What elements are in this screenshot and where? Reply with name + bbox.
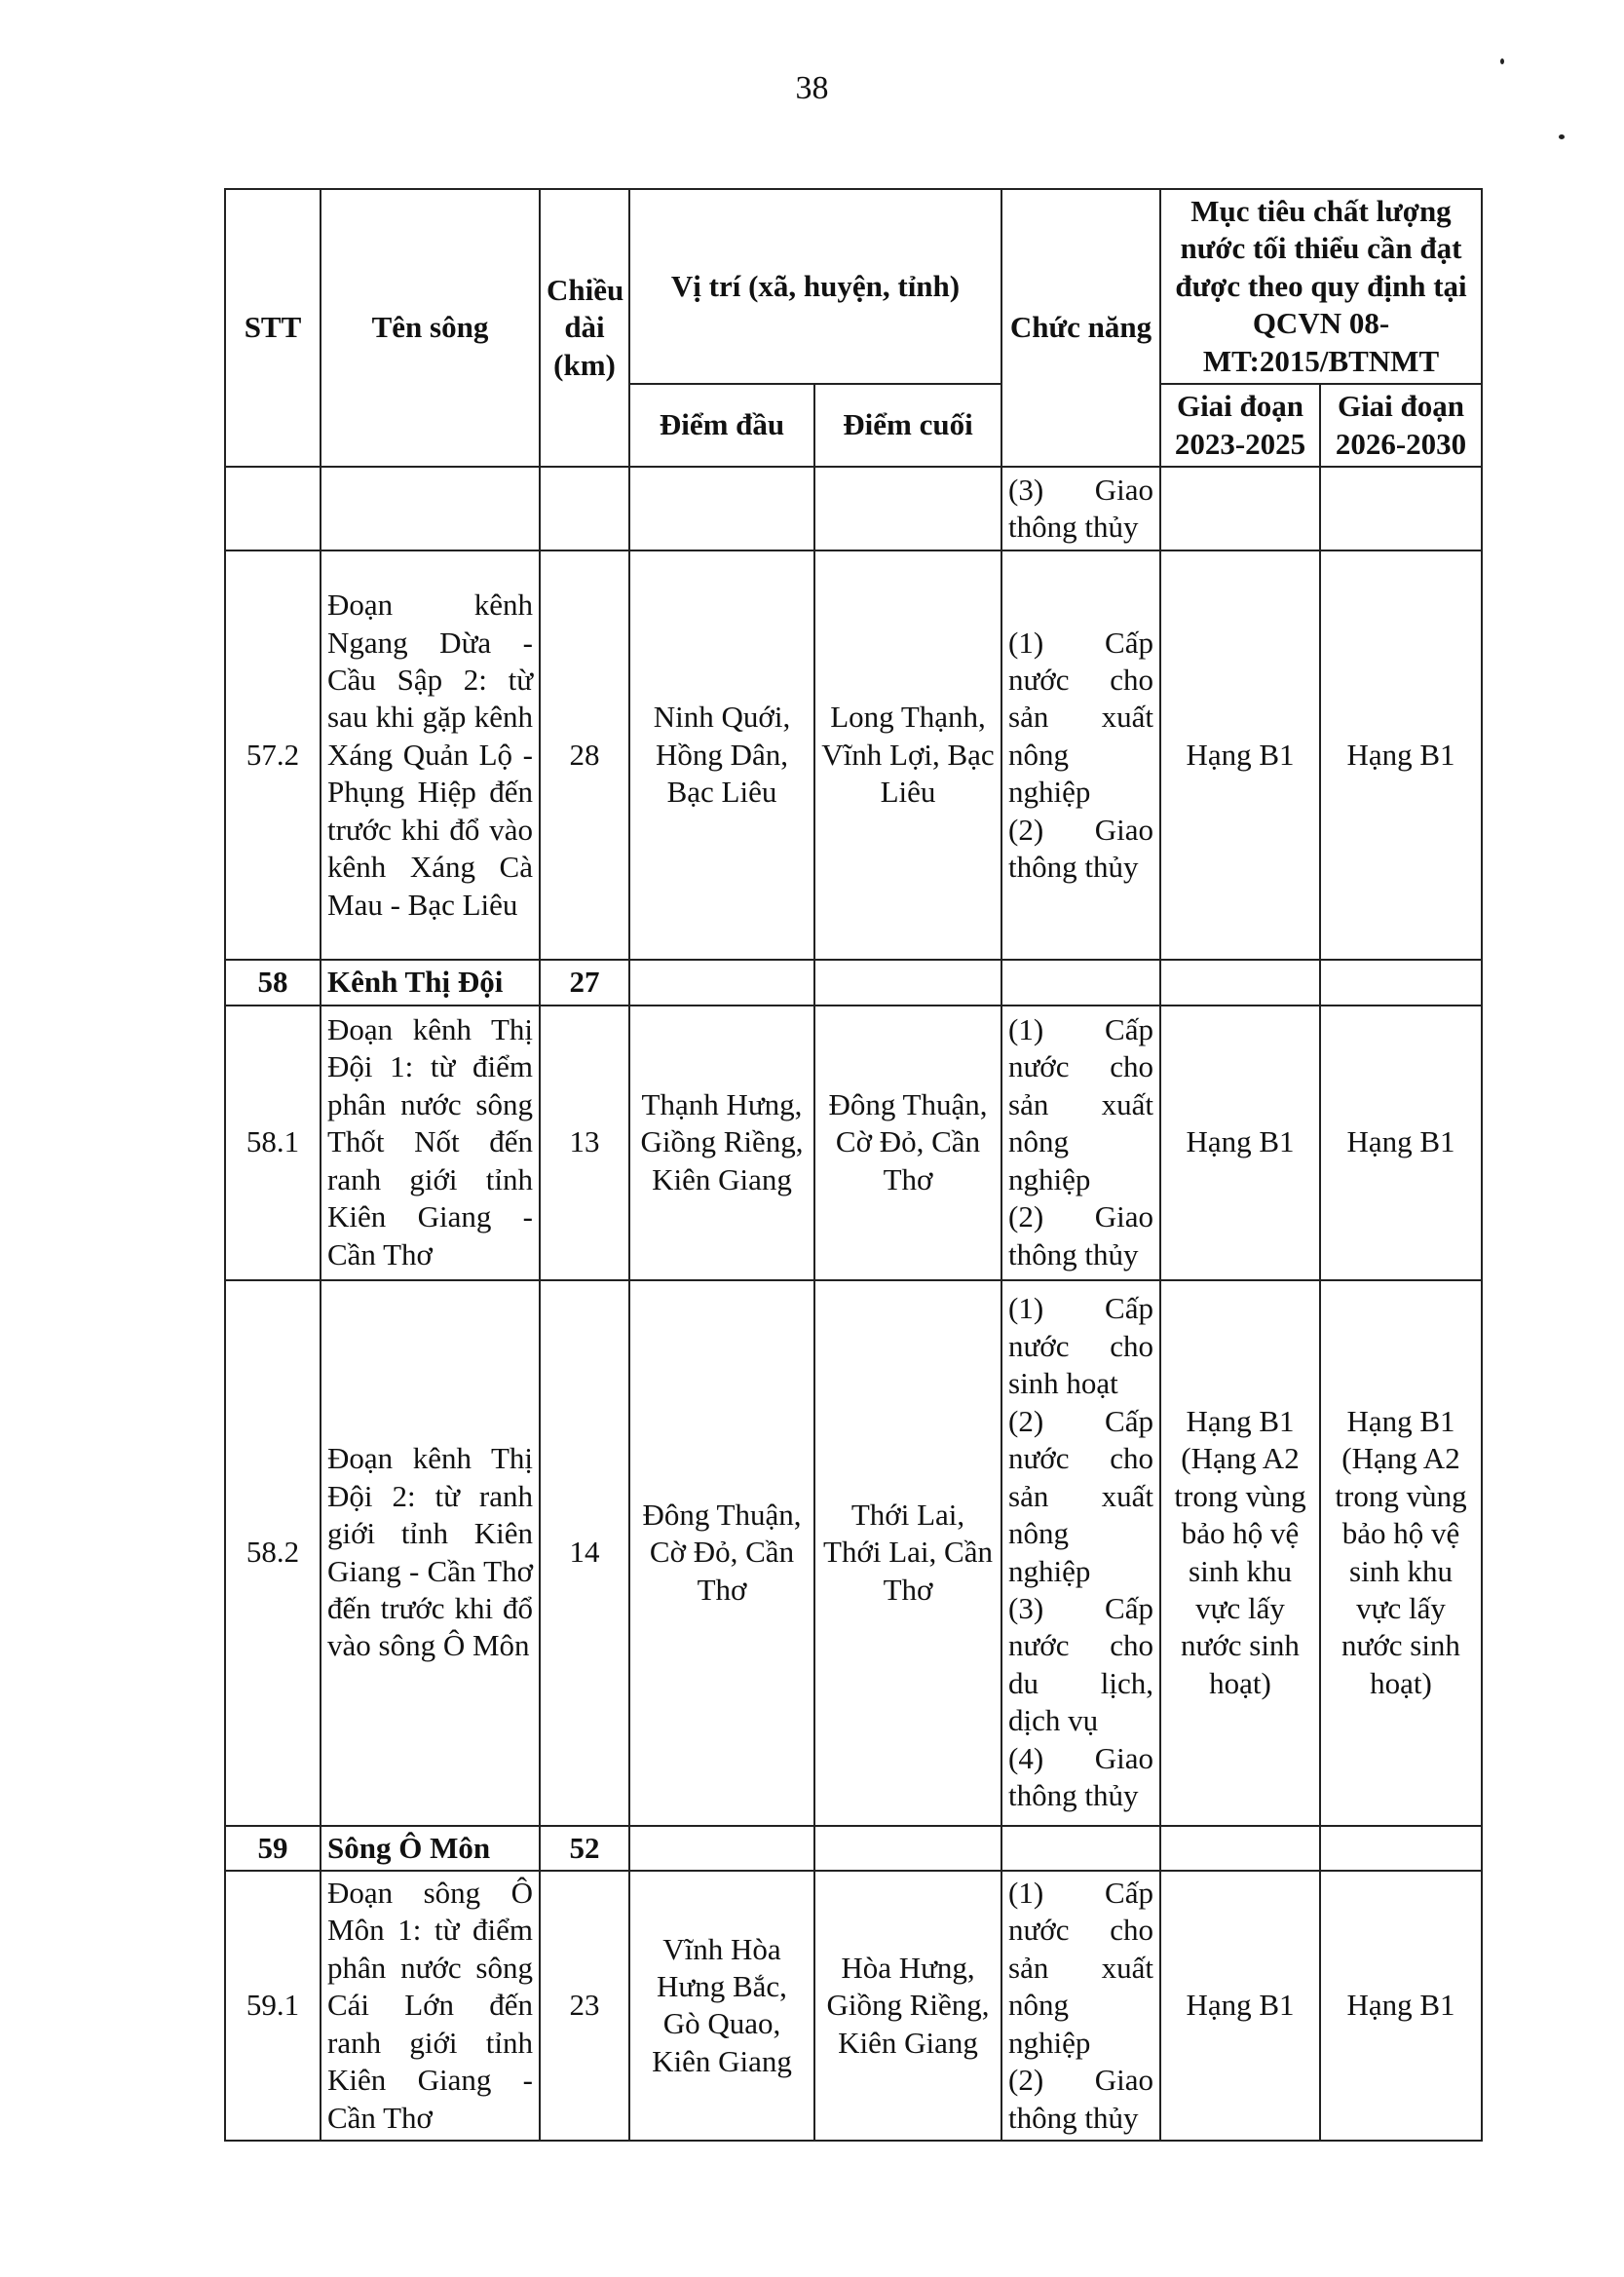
cell-functions: [1001, 1006, 1160, 1280]
header-muc-tieu: Mục tiêu chất lượng nước tối thiểu cần đạt được theo quy định tại QCVN 08-MT:2015/BTNMT: [1160, 189, 1482, 384]
header-giai-doan-1: Giai đoạn 2023-2025: [1160, 384, 1320, 467]
function-item: (1) Cấp nước cho sinh hoạt: [1008, 1291, 1153, 1401]
scan-speck: [1559, 134, 1565, 139]
cell-start: Đông Thuận, Cờ Đỏ, Cần Thơ: [629, 1280, 814, 1826]
header-giai-doan-2: Giai đoạn 2026-2030: [1320, 384, 1482, 467]
cell-name: Đoạn kênh Thị Đội 2: từ ranh giới tỉnh Kiên Giang - Cần Thơ đến trước khi đổ vào sông Ô Môn: [321, 1280, 540, 1826]
cell-stt: 57.2: [225, 550, 321, 960]
header-diem-cuoi: Điểm cuối: [814, 384, 1001, 467]
cell-target-2: Hạng B1: [1320, 1006, 1482, 1280]
table-row-group: [225, 1826, 1482, 1871]
cell-target-1: Hạng B1: [1160, 1006, 1320, 1280]
cell-end: [814, 960, 1001, 1005]
header-diem-dau: Điểm đầu: [629, 384, 814, 467]
cell-target-2: [1320, 1826, 1482, 1871]
cell-end: Đông Thuận, Cờ Đỏ, Cần Thơ: [814, 1006, 1001, 1280]
cell-length: 52: [540, 1826, 629, 1871]
table-row-continuation: [225, 467, 1482, 550]
header-stt: STT: [225, 189, 321, 467]
cell-target-1: [1160, 467, 1320, 550]
cell-stt: 59.1: [225, 1871, 321, 2141]
function-item: (2) Cấp nước cho sản xuất nông nghiệp: [1008, 1403, 1153, 1588]
function-item: (2) Giao thông thủy: [1008, 812, 1153, 885]
cell-functions: [1001, 467, 1160, 550]
cell-length: 13: [540, 1006, 629, 1280]
cell-target-1: Hạng B1 (Hạng A2 trong vùng bảo hộ vệ sinh khu vực lấy nước sinh hoạt): [1160, 1280, 1320, 1826]
cell-functions: [1001, 960, 1160, 1005]
cell-end: Hòa Hưng, Giồng Riềng, Kiên Giang: [814, 1871, 1001, 2141]
table-row: [225, 1006, 1482, 1280]
cell-length: 23: [540, 1871, 629, 2141]
cell-start: Vĩnh Hòa Hưng Bắc, Gò Quao, Kiên Giang: [629, 1871, 814, 2141]
page-number: 38: [795, 70, 829, 106]
cell-start: Ninh Quới, Hồng Dân, Bạc Liêu: [629, 550, 814, 960]
cell-start: [629, 960, 814, 1005]
function-item: (2) Giao thông thủy: [1008, 2063, 1153, 2135]
cell-functions: [1001, 550, 1160, 960]
cell-stt: 58.2: [225, 1280, 321, 1826]
header-ten-song: Tên sông: [321, 189, 540, 467]
cell-end: Thới Lai, Thới Lai, Cần Thơ: [814, 1280, 1001, 1826]
cell-target-1: Hạng B1: [1160, 550, 1320, 960]
cell-length: 14: [540, 1280, 629, 1826]
function-item: (1) Cấp nước cho sản xuất nông nghiệp: [1008, 1011, 1153, 1196]
cell-stt: [225, 467, 321, 550]
table-row: [225, 550, 1482, 960]
table-row-group: [225, 960, 1482, 1005]
function-item: (3) Cấp nước cho du lịch, dịch vụ: [1008, 1590, 1153, 1738]
cell-target-2: Hạng B1: [1320, 1871, 1482, 2141]
cell-target-1: [1160, 1826, 1320, 1871]
cell-end: [814, 1826, 1001, 1871]
cell-end: Long Thạnh, Vĩnh Lợi, Bạc Liêu: [814, 550, 1001, 960]
cell-length: [540, 467, 629, 550]
cell-target-1: [1160, 960, 1320, 1005]
cell-length: 28: [540, 550, 629, 960]
cell-start: Thạnh Hưng, Giồng Riềng, Kiên Giang: [629, 1006, 814, 1280]
cell-name: Sông Ô Môn: [321, 1826, 540, 1871]
cell-start: [629, 467, 814, 550]
cell-target-1: Hạng B1: [1160, 1871, 1320, 2141]
cell-target-2: [1320, 960, 1482, 1005]
function-item: (1) Cấp nước cho sản xuất nông nghiệp: [1008, 1875, 1153, 2060]
cell-stt: 58: [225, 960, 321, 1005]
header-vi-tri: Vị trí (xã, huyện, tỉnh): [629, 189, 1001, 384]
header-chieu-dai: Chiều dài (km): [540, 189, 629, 467]
cell-stt: 58.1: [225, 1006, 321, 1280]
cell-name: [321, 467, 540, 550]
water-quality-table: [224, 188, 1483, 2142]
cell-functions: [1001, 1871, 1160, 2141]
cell-end: [814, 467, 1001, 550]
cell-length: 27: [540, 960, 629, 1005]
function-item: (2) Giao thông thủy: [1008, 1199, 1153, 1271]
function-item: (4) Giao thông thủy: [1008, 1740, 1153, 1813]
cell-name: Kênh Thị Đội: [321, 960, 540, 1005]
cell-target-2: Hạng B1: [1320, 550, 1482, 960]
header-chuc-nang: Chức năng: [1001, 189, 1160, 467]
cell-name: Đoạn kênh Ngang Dừa - Cầu Sập 2: từ sau khi gặp kênh Xáng Quản Lộ - Phụng Hiệp đến trước khi đổ vào kênh Xáng Cà Mau - Bạc Liêu: [321, 550, 540, 960]
cell-functions: [1001, 1280, 1160, 1826]
cell-name: Đoạn kênh Thị Đội 1: từ điểm phân nước sông Thốt Nốt đến ranh giới tỉnh Kiên Giang - Cần Thơ: [321, 1006, 540, 1280]
function-item: (3) Giao thông thủy: [1008, 472, 1153, 545]
table-row: [225, 1280, 1482, 1826]
cell-target-2: [1320, 467, 1482, 550]
cell-stt: 59: [225, 1826, 321, 1871]
cell-name: Đoạn sông Ô Môn 1: từ điểm phân nước sông Cái Lớn đến ranh giới tỉnh Kiên Giang - Cần Thơ: [321, 1871, 540, 2141]
scan-speck: [1500, 58, 1504, 64]
table-row: [225, 1871, 1482, 2141]
cell-target-2: Hạng B1 (Hạng A2 trong vùng bảo hộ vệ sinh khu vực lấy nước sinh hoạt): [1320, 1280, 1482, 1826]
function-item: (1) Cấp nước cho sản xuất nông nghiệp: [1008, 625, 1153, 810]
cell-start: [629, 1826, 814, 1871]
cell-functions: [1001, 1826, 1160, 1871]
